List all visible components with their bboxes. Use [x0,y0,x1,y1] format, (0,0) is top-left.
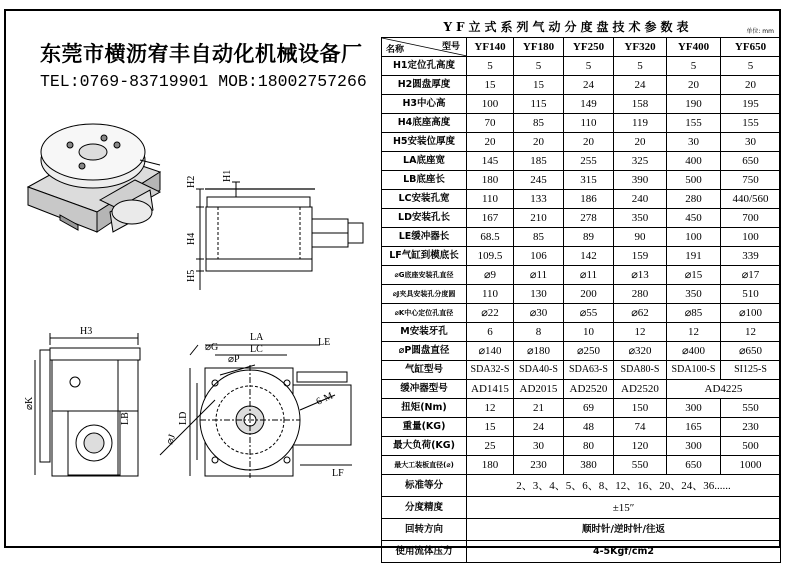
spec-value: 110 [467,190,514,209]
spec-value: 280 [614,285,667,304]
spec-value: 119 [614,114,667,133]
row-label: H1定位孔高度 [382,57,467,76]
spec-value: ⌀13 [614,266,667,285]
spec-value: 700 [721,209,781,228]
header-corner [382,38,467,57]
spec-value: 120 [614,437,667,456]
spec-value: 550 [721,399,781,418]
spec-value: SDA100-S [667,361,721,380]
spec-value: ⌀180 [514,342,564,361]
model-header: YF250 [564,38,614,57]
spec-value: 550 [614,456,667,475]
spec-summary-row [382,475,781,497]
spec-value: ⌀17 [721,266,781,285]
spec-value: 142 [564,247,614,266]
header-model-label: 型号 [441,42,460,52]
spec-row [382,171,781,190]
spec-value: 300 [667,437,721,456]
row-label: LB底座长 [382,171,467,190]
spec-value: 100 [667,228,721,247]
spec-value: 315 [564,171,614,190]
spec-value: ⌀11 [514,266,564,285]
spec-row [382,456,781,475]
spec-value: 115 [514,95,564,114]
label-lf: LF [332,468,344,479]
spec-value: 195 [721,95,781,114]
label-h4: H4 [186,232,197,245]
header-row [382,38,781,57]
spec-row [382,57,781,76]
spec-value: 5 [514,57,564,76]
spec-value: 145 [467,152,514,171]
spec-value: ⌀30 [514,304,564,323]
spec-value: 30 [667,133,721,152]
label-j: ⌀J [164,432,179,447]
spec-value: 12 [467,399,514,418]
spec-value: 158 [614,95,667,114]
spec-summary-row [382,541,781,563]
spec-value: 186 [564,190,614,209]
spec-value: 70 [467,114,514,133]
spec-value: 278 [564,209,614,228]
spec-value: 5 [467,57,514,76]
row-label: H2圆盘厚度 [382,76,467,95]
company-name: 东莞市横沥宥丰自动化机械设备厂 [40,42,363,66]
spec-value: 12 [614,323,667,342]
spec-value: SDA63-S [564,361,614,380]
spec-value: 30 [721,133,781,152]
spec-value: SI125-S [721,361,781,380]
spec-value: 167 [467,209,514,228]
spec-value: 10 [564,323,614,342]
row-label: M安装牙孔 [382,323,467,342]
spec-value: 30 [514,437,564,456]
spec-value: ⌀650 [721,342,781,361]
row-label: LE缓冲器长 [382,228,467,247]
spec-value: 400 [667,152,721,171]
spec-value: 1000 [721,456,781,475]
spec-row [382,95,781,114]
spec-value: 190 [667,95,721,114]
spec-value: 8 [514,323,564,342]
summary-value: ±15″ [467,497,781,519]
model-header: YF180 [514,38,564,57]
side-view [35,333,140,476]
spec-row [382,190,781,209]
spec-value: 24 [564,76,614,95]
spec-value: ⌀400 [667,342,721,361]
spec-value: 650 [721,152,781,171]
spec-summary-row [382,497,781,519]
model-header: YF400 [667,38,721,57]
model-header: YF320 [614,38,667,57]
summary-value: 4-5Kgf/cm2 [467,541,781,563]
spec-value: 191 [667,247,721,266]
summary-value: 2、3、4、5、6、8、12、16、20、24、36...... [467,475,781,497]
spec-row [382,76,781,95]
spec-value: 510 [721,285,781,304]
spec-value: AD1415 [467,380,514,399]
spec-row [382,437,781,456]
label-le: LE [318,337,331,348]
spec-value: AD2520 [614,380,667,399]
spec-value: 100 [721,228,781,247]
row-label: ⌀J夹具安装孔分度圆 [382,285,467,304]
spec-value: 130 [514,285,564,304]
spec-value: 255 [564,152,614,171]
spec-value: 5 [721,57,781,76]
spec-value: ⌀11 [564,266,614,285]
row-label: 最大负荷(KG) [382,437,467,456]
spec-value: ⌀100 [721,304,781,323]
spec-value: 6 [467,323,514,342]
spec-value: 200 [564,285,614,304]
spec-value: 5 [564,57,614,76]
spec-value: 500 [721,437,781,456]
spec-value: 85 [514,228,564,247]
spec-value: ⌀320 [614,342,667,361]
spec-row [382,266,781,285]
spec-value: 5 [614,57,667,76]
row-label: H4底座高度 [382,114,467,133]
spec-value: 325 [614,152,667,171]
summary-label: 分度精度 [382,497,467,519]
spec-value: 20 [514,133,564,152]
spec-value: ⌀250 [564,342,614,361]
spec-value: 69 [564,399,614,418]
spec-value: ⌀15 [667,266,721,285]
spec-value: 440/560 [721,190,781,209]
row-label: LC安装孔宽 [382,190,467,209]
spec-value: 149 [564,95,614,114]
summary-value: 顺时针/逆时针/往返 [467,519,781,541]
spec-row [382,152,781,171]
spec-value: 155 [721,114,781,133]
spec-value: ⌀55 [564,304,614,323]
row-label: 最大工装板直径(⌀) [382,456,467,475]
spec-value: 230 [721,418,781,437]
spec-value: SDA40-S [514,361,564,380]
spec-value: 15 [467,76,514,95]
row-label: ⌀K中心定位孔直径 [382,304,467,323]
spec-value: 339 [721,247,781,266]
spec-value: 15 [467,418,514,437]
spec-value: 110 [564,114,614,133]
spec-value: 109.5 [467,247,514,266]
spec-value: ⌀62 [614,304,667,323]
spec-value: 20 [721,76,781,95]
summary-label: 使用流体压力 [382,541,467,563]
label-p: ⌀P [228,354,240,365]
spec-value: 180 [467,456,514,475]
row-label: ⌀P圆盘直径 [382,342,467,361]
spec-table [381,37,781,563]
spec-value: 89 [564,228,614,247]
spec-value: 68.5 [467,228,514,247]
spec-row [382,342,781,361]
row-label: LD安装孔长 [382,209,467,228]
spec-value: SDA32-S [467,361,514,380]
row-label: ⌀G底座安装孔直径 [382,266,467,285]
spec-value: 12 [667,323,721,342]
header-name-label: 名称 [386,45,405,55]
spec-row [382,418,781,437]
isometric-view [28,124,160,232]
top-view [160,345,352,478]
spec-value: 185 [514,152,564,171]
row-label: LA底座宽 [382,152,467,171]
spec-value: 210 [514,209,564,228]
row-label: LF气缸到模底长 [382,247,467,266]
contact-info: TEL:0769-83719901 MOB:18002757266 [40,72,367,91]
spec-row [382,209,781,228]
label-h3: H3 [80,326,93,337]
spec-value: 20 [564,133,614,152]
row-label: 扭矩(Nm) [382,399,467,418]
spec-value: 350 [614,209,667,228]
spec-value: 12 [721,323,781,342]
spec-value: 300 [667,399,721,418]
spec-summary-row [382,519,781,541]
spec-value: 350 [667,285,721,304]
model-header: YF650 [721,38,781,57]
row-label: 气缸型号 [382,361,467,380]
spec-value: 159 [614,247,667,266]
label-lc: LC [250,344,263,355]
table-title-bar [383,16,778,38]
label-h5: H5 [186,269,197,282]
spec-value: 24 [614,76,667,95]
model-header: YF140 [467,38,514,57]
summary-label: 回转方向 [382,519,467,541]
spec-value: 20 [467,133,514,152]
spec-value: 106 [514,247,564,266]
spec-value: 20 [667,76,721,95]
spec-value: AD2520 [564,380,614,399]
label-k: ⌀K [24,396,35,410]
spec-value: 750 [721,171,781,190]
spec-value: 48 [564,418,614,437]
spec-value: ⌀9 [467,266,514,285]
spec-value: 24 [514,418,564,437]
spec-row [382,133,781,152]
spec-value: 155 [667,114,721,133]
spec-value: 380 [564,456,614,475]
spec-value: AD2015 [514,380,564,399]
spec-value: 100 [467,95,514,114]
spec-value: 80 [564,437,614,456]
row-label: 缓冲器型号 [382,380,467,399]
spec-value: 133 [514,190,564,209]
unit-label: 单位: mm [746,28,774,35]
spec-value: SDA80-S [614,361,667,380]
spec-row [382,285,781,304]
label-ld: LD [178,411,189,425]
spec-value: ⌀140 [467,342,514,361]
spec-value: ⌀85 [667,304,721,323]
spec-row [382,361,781,380]
spec-value: 90 [614,228,667,247]
spec-value: AD4225 [667,380,781,399]
spec-value: ⌀22 [467,304,514,323]
spec-value: 450 [667,209,721,228]
label-h2: H2 [186,175,197,188]
front-view [196,182,363,290]
spec-value: 15 [514,76,564,95]
row-label: 重量(KG) [382,418,467,437]
spec-value: 21 [514,399,564,418]
spec-value: 280 [667,190,721,209]
spec-row [382,304,781,323]
label-g: ⌀G [205,342,219,353]
summary-label: 标准等分 [382,475,467,497]
row-label: H5安装位厚度 [382,133,467,152]
spec-row [382,380,781,399]
spec-value: 650 [667,456,721,475]
spec-value: 245 [514,171,564,190]
label-m: 6-M [314,390,335,408]
spec-value: 240 [614,190,667,209]
spec-value: 74 [614,418,667,437]
spec-row [382,114,781,133]
label-la: LA [250,332,264,343]
spec-value: 25 [467,437,514,456]
spec-row [382,228,781,247]
spec-row [382,247,781,266]
spec-value: 390 [614,171,667,190]
spec-value: 165 [667,418,721,437]
spec-value: 20 [614,133,667,152]
spec-value: 110 [467,285,514,304]
spec-value: 180 [467,171,514,190]
spec-row [382,399,781,418]
spec-value: 230 [514,456,564,475]
label-h1: H1 [222,169,233,182]
label-lb: LB [120,412,131,425]
spec-value: 150 [614,399,667,418]
spec-value: 5 [667,57,721,76]
table-title: YF立式系列气动分度盘技术参数表 [443,20,693,34]
spec-value: 500 [667,171,721,190]
spec-value: 85 [514,114,564,133]
spec-row [382,323,781,342]
row-label: H3中心高 [382,95,467,114]
